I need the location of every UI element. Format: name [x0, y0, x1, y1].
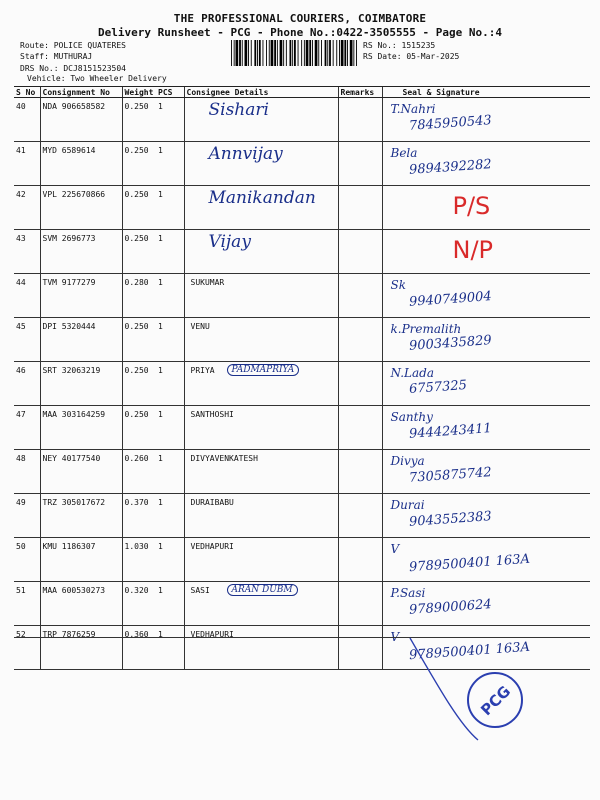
consignee-cell [184, 318, 338, 362]
consignee-name: SUKUMAR [190, 278, 225, 287]
consignee-cell [184, 230, 338, 274]
barcode-bar [321, 40, 322, 66]
barcode-bar [277, 40, 278, 66]
signature-cell [382, 450, 590, 494]
consignee-name: PRIYA [190, 366, 215, 375]
barcode-bar [248, 40, 249, 66]
consignee-cell [184, 406, 338, 450]
sno-cell: 42 [14, 186, 40, 230]
sno-cell: 43 [14, 230, 40, 274]
runsheet-subtitle: Delivery Runsheet - PCG - Phone No.:0422-3505555 - Page No.:4 [98, 26, 502, 39]
signature-cell [382, 98, 590, 142]
consignee-cell [184, 582, 338, 626]
vehicle-label: Vehicle: Two Wheeler Delivery [27, 74, 167, 83]
remarks-cell [338, 450, 382, 494]
signature-cell [382, 230, 590, 274]
barcode-bar [318, 40, 319, 66]
signature-phone: 7305875742 [408, 465, 492, 486]
signature-cell [382, 142, 590, 186]
drs-label: DRS No.: DCJ8151523504 [20, 64, 126, 73]
pcs-cell: 1 [156, 318, 184, 362]
weight-cell: 0.360 [122, 626, 156, 670]
signature-phone: 9444243411 [408, 421, 492, 442]
staff-label: Staff: MUTHURAJ [20, 52, 93, 61]
sno-cell: 48 [14, 450, 40, 494]
sno-cell: 47 [14, 406, 40, 450]
table-row [14, 362, 590, 406]
barcode-bar [251, 40, 252, 66]
signature-text: Sk [390, 278, 406, 292]
pcs-cell: 1 [156, 494, 184, 538]
col-weight: Weight [122, 87, 156, 98]
barcode-bar [336, 40, 337, 66]
sno-cell: 51 [14, 582, 40, 626]
company-title: THE PROFESSIONAL COURIERS, COIMBATORE [173, 12, 427, 25]
weight-cell: 0.250 [122, 186, 156, 230]
signature-phone: 9940749004 [408, 289, 492, 310]
signature-text: Bela [390, 146, 418, 160]
consignee-cell [184, 538, 338, 582]
signature-text: V [390, 630, 400, 644]
barcode [231, 40, 357, 66]
remarks-cell [338, 98, 382, 142]
barcode-bar [333, 40, 334, 66]
consignee-cell [184, 98, 338, 142]
barcode-bar [290, 40, 292, 66]
barcode-bar [301, 40, 302, 66]
weight-cell: 0.250 [122, 318, 156, 362]
consignee-cell [184, 626, 338, 670]
signature-text: N/P [452, 236, 494, 264]
barcode-bar [271, 40, 274, 66]
barcode-bar [259, 40, 261, 66]
barcode-bar [231, 40, 232, 66]
consignment-cell: NDA 906658582 [40, 98, 122, 142]
pcs-cell: 1 [156, 450, 184, 494]
consignment-cell: VPL 225670866 [40, 186, 122, 230]
consignee-name: DURAIBABU [190, 498, 234, 507]
consignee-name: DIVYAVENKATESH [190, 454, 258, 463]
weight-cell: 0.250 [122, 142, 156, 186]
sno-cell: 45 [14, 318, 40, 362]
consignment-cell: MAA 303164259 [40, 406, 122, 450]
pcs-cell: 1 [156, 98, 184, 142]
consignment-cell: MAA 600530273 [40, 582, 122, 626]
consignee-cell [184, 142, 338, 186]
remarks-cell [338, 362, 382, 406]
barcode-bar [327, 40, 328, 66]
signature-phone: 7845950543 [408, 113, 492, 134]
col-sno: S No [14, 87, 40, 98]
barcode-bar [350, 40, 353, 66]
weight-cell: 0.280 [122, 274, 156, 318]
weight-cell: 0.250 [122, 98, 156, 142]
signature-phone: 9894392282 [408, 157, 492, 178]
signature-cell [382, 318, 590, 362]
col-signature: Seal & Signature [382, 87, 590, 98]
col-consignment: Consignment No [40, 87, 122, 98]
sno-cell: 44 [14, 274, 40, 318]
signature-text: N.Lada [390, 366, 435, 380]
remarks-cell [338, 318, 382, 362]
barcode-bar [329, 40, 331, 66]
table-row [14, 186, 590, 230]
pcs-cell: 1 [156, 186, 184, 230]
consignment-cell: TVM 9177279 [40, 274, 122, 318]
consignee-name: SANTHOSHI [190, 410, 234, 419]
consignee-cell [184, 186, 338, 230]
barcode-bar [304, 40, 305, 66]
barcode-bar [257, 40, 258, 66]
remarks-cell [338, 230, 382, 274]
weight-cell: 0.250 [122, 406, 156, 450]
weight-cell: 0.250 [122, 362, 156, 406]
consignment-cell: KMU 1186307 [40, 538, 122, 582]
table-row [14, 538, 590, 582]
consignee-cell [184, 494, 338, 538]
col-consignee: Consignee Details [184, 87, 338, 98]
pcs-cell: 1 [156, 142, 184, 186]
barcode-bar [263, 40, 264, 66]
barcode-bar [339, 40, 340, 66]
remarks-cell [338, 582, 382, 626]
weight-cell: 1.030 [122, 538, 156, 582]
barcode-bar [325, 40, 327, 66]
sno-cell: 49 [14, 494, 40, 538]
sno-cell: 40 [14, 98, 40, 142]
handwritten-name: PADMAPRIYA [227, 364, 300, 376]
barcode-bar [356, 40, 357, 66]
signature-text: Durai [390, 498, 425, 512]
rs-no-label: RS No.: 1515235 [363, 41, 436, 50]
sno-cell: 52 [14, 626, 40, 670]
sno-cell: 46 [14, 362, 40, 406]
signature-phone: 9789000624 [408, 597, 492, 618]
barcode-bar [274, 40, 276, 66]
consignment-cell: SVM 2696773 [40, 230, 122, 274]
sno-cell: 50 [14, 538, 40, 582]
barcode-bar [245, 40, 248, 66]
handwritten-name: Annvijay [208, 144, 283, 164]
route-label: Route: POLICE QUATERES [20, 41, 126, 50]
table-row [14, 494, 590, 538]
signature-text: T.Nahri [390, 102, 436, 116]
signature-phone: 9003435829 [408, 333, 492, 354]
pcg-stamp [400, 630, 540, 750]
table-header-row [14, 87, 590, 98]
barcode-bar [242, 40, 243, 66]
consignee-cell [184, 450, 338, 494]
barcode-bar [353, 40, 354, 66]
consignee-name: VENU [190, 322, 210, 331]
signature-text: Divya [390, 454, 425, 468]
remarks-cell [338, 494, 382, 538]
consignment-cell: DPI 5320444 [40, 318, 122, 362]
pcs-cell: 1 [156, 230, 184, 274]
consignee-cell [184, 274, 338, 318]
barcode-bar [234, 40, 235, 66]
stamp-text: PCG [477, 682, 515, 720]
barcode-bar [309, 40, 311, 66]
signature-text: k.Premalith [390, 322, 462, 336]
table-row [14, 318, 590, 362]
signature-text: V [390, 542, 400, 556]
barcode-bar [341, 40, 344, 66]
signature-cell [382, 406, 590, 450]
barcode-bar [312, 40, 313, 66]
pcs-cell: 1 [156, 538, 184, 582]
consignment-cell: TRP 7876259 [40, 626, 122, 670]
weight-cell: 0.260 [122, 450, 156, 494]
barcode-bar [286, 40, 287, 66]
signature-text: P/S [452, 192, 491, 220]
signature-cell [382, 274, 590, 318]
signature-cell [382, 186, 590, 230]
table-row [14, 450, 590, 494]
table-row [14, 142, 590, 186]
consignee-cell [184, 362, 338, 406]
sno-cell: 41 [14, 142, 40, 186]
weight-cell: 0.370 [122, 494, 156, 538]
table-row [14, 406, 590, 450]
barcode-bar [344, 40, 346, 66]
barcode-bar [292, 40, 293, 66]
handwritten-name: ARAN DUBM [227, 584, 298, 596]
col-pcs: PCS [156, 87, 184, 98]
col-remarks: Remarks [338, 87, 382, 98]
remarks-cell [338, 274, 382, 318]
handwritten-name: Sishari [208, 100, 269, 120]
weight-cell: 0.250 [122, 230, 156, 274]
barcode-bar [236, 40, 239, 66]
weight-cell: 0.320 [122, 582, 156, 626]
signature-cell [382, 538, 590, 582]
barcode-bar [298, 40, 299, 66]
remarks-cell [338, 142, 382, 186]
barcode-bar [306, 40, 309, 66]
consignee-name: VEDHAPURI [190, 542, 234, 551]
pcs-cell: 1 [156, 406, 184, 450]
handwritten-name: Vijay [208, 232, 251, 252]
barcode-bar [280, 40, 283, 66]
pcs-cell: 1 [156, 582, 184, 626]
table-row [14, 582, 590, 626]
table-row [14, 230, 590, 274]
consignment-cell: TRZ 305017672 [40, 494, 122, 538]
remarks-cell [338, 406, 382, 450]
table-row [14, 98, 590, 142]
consignee-name: SASI [190, 586, 210, 595]
rs-date-label: RS Date: 05-Mar-2025 [363, 52, 460, 61]
barcode-bar [283, 40, 284, 66]
signature-phone: 9789500401 163A [408, 639, 530, 664]
remarks-cell [338, 186, 382, 230]
handwritten-name: Manikandan [208, 188, 316, 208]
remarks-cell [338, 626, 382, 670]
signature-cell [382, 362, 590, 406]
barcode-bar [315, 40, 318, 66]
consignee-name: VEDHAPURI [190, 630, 234, 639]
barcode-bar [294, 40, 296, 66]
signature-phone: 9789500401 163A [408, 551, 530, 576]
pcs-cell: 1 [156, 274, 184, 318]
signature-cell [382, 582, 590, 626]
signature-phone: 9043552383 [408, 509, 492, 530]
barcode-bar [347, 40, 348, 66]
runsheet-table [14, 86, 590, 670]
barcode-bar [239, 40, 241, 66]
table-row [14, 274, 590, 318]
consignment-cell: MYD 6589614 [40, 142, 122, 186]
consignment-cell: SRT 32063219 [40, 362, 122, 406]
remarks-cell [338, 538, 382, 582]
pcs-cell: 1 [156, 362, 184, 406]
consignment-cell: NEY 40177540 [40, 450, 122, 494]
barcode-bar [266, 40, 267, 66]
signature-text: P.Sasi [390, 586, 426, 600]
barcode-bar [269, 40, 270, 66]
signature-text: Santhy [390, 410, 433, 424]
signature-cell [382, 494, 590, 538]
barcode-bar [254, 40, 256, 66]
pcs-cell: 1 [156, 626, 184, 670]
signature-phone: 6757325 [408, 377, 467, 398]
